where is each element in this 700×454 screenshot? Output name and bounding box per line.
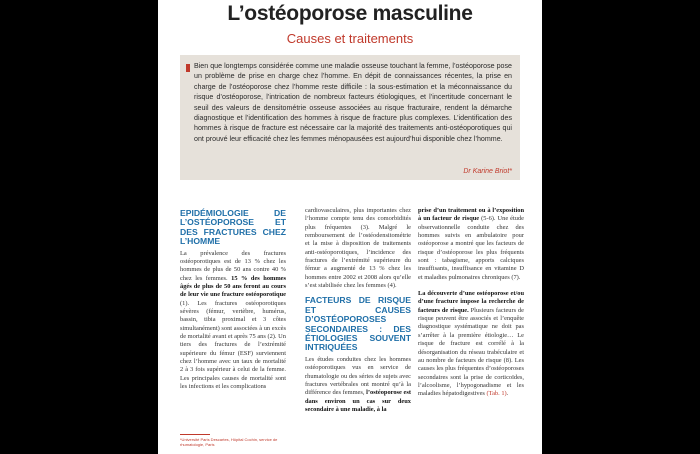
article-page <box>158 0 542 454</box>
footnote-divider <box>180 434 210 435</box>
text-run: La prévalence des fractures ostéoporotiques est de 13 % chez les hommes de plus de 50 ans contre 40 % chez les femmes. <box>180 249 286 282</box>
article-title: L’ostéoporose masculine <box>227 2 473 25</box>
text-run: . <box>506 390 509 398</box>
paragraph: cardiovasculaires, plus importantes chez l’homme compte tenu des comorbidités plus fréquentes (3). Malgré le remboursement de l’ostéodensitométrie et la mise à disposition de traitements anti-ostéoporotiques, l’incidence des fractures de l’extrémité supérieure du fémur a augmenté de 13 % chez les hommes entre 2002 et 2008 alors qu’elle s’est stabilisée chez les femmes (4). <box>305 207 411 290</box>
text-run: (1). Les fractures ostéoporotiques sévères (fémur, vertèbre, humérus, bassin, tibia proximal et 3 côtes simultanément) sont associées à un excès de mortalité avant et après 75 ans (2). Un tiers des fractures de l’extrémité supérieure du fémur (ESF) surviennent chez l’homme avec un taux de mortalité 2 à 3 fois supérieur à celui de la femme. Les principales causes de mortalité sont les infections et les complications <box>180 299 286 391</box>
bold-text-run: l’ostéoporose est dans environ un cas sur deux secondaire à une maladie, à la <box>305 389 411 413</box>
paragraph <box>418 207 524 282</box>
abstract-box <box>180 55 520 180</box>
column-1 <box>180 209 286 391</box>
section-heading-epidemiology: EPIDÉMIOLOGIE DE L’OSTÉOPOROSE ET DES FRACTURES CHEZ L’HOMME <box>180 208 286 247</box>
paragraph <box>180 250 286 392</box>
bold-text-run: 15 % des hommes âgés de plus de 50 ans feront au cours de leur vie une fracture ostéoporotique <box>180 274 286 299</box>
paragraph <box>418 290 524 398</box>
bold-text-run: La découverte d’une ostéoporose et/ou d’une fracture impose la recherche de facteurs de risque. <box>418 290 524 314</box>
column-2 <box>305 207 411 414</box>
section-heading-risk-factors: FACTEURS DE RISQUE ET CAUSES D’OSTÉOPOROSES SECONDAIRES : DES ÉTIOLOGIES SOUVENT INTRIQUÉES <box>305 295 411 353</box>
column-3 <box>418 207 524 399</box>
table-reference-link[interactable]: (Tab. 1) <box>486 390 507 398</box>
abstract-marker <box>186 64 190 72</box>
bold-text-run: prise d’un traitement ou à l’exposition à un facteur de risque <box>418 207 524 223</box>
paragraph <box>305 356 411 414</box>
author-name: Dr Karine Briot* <box>463 168 512 175</box>
text-run: (5-6). Une étude observationnelle conduite chez des hommes suivis en ambulatoire pour ostéoporose a montré que les facteurs de risque d’ostéoporose les plus fréquents sont : tabagisme, apports calciques insuffisants, insuffisance en vitamine D et maladies pulmonaires chroniques (7). <box>418 215 524 281</box>
text-run: Les études conduites chez les hommes ostéoporotiques vus en service de rhumatologie ou des séries de sujets avec fractures vertébrales ont montré qu’à la différence des femmes, <box>305 355 411 397</box>
article-subtitle: Causes et traitements <box>286 31 414 46</box>
text-run: Plusieurs facteurs de risque peuvent être associés et l’enquête diagnostique systématique ne doit pas s’arrêter à la première étiologie… Le risque de fracture est corrélé à la désorganisation du réseau trabéculaire et au nombre de facteurs de risque (8). Les causes les plus fréquentes d’ostéoporoses secondaires sont la prise de corticoïdes, l’alcoolisme, l’hypogonadisme et les maladies hépatodigestives <box>418 306 525 398</box>
footnote: *Université Paris Descartes, Hôpital Cochin, service de rhumatologie, Paris <box>180 437 278 447</box>
abstract-text: Bien que longtemps considérée comme une maladie osseuse touchant la femme, l’ostéoporose pose un problème de prise en charge chez l’homme. En dépit de connaissances récentes, la prise en charge de l’ostéoporose chez l’homme reste difficile : la sous-estimation et la méconnaissance du risque d’ostéoporose, l’intrication de nombreux facteurs étiologiques, et l’incertitude concernant le seuil des valeurs de densitométrie osseuse associées au risque fracturaire, rendent la démarche diagnostique et l’identification des hommes à risque de fracture plus complexes. L’identification des hommes à risque de fracture est nécessaire car la majorité des traitements anti-ostéoporotiques qui ont prouvé leur efficacité chez les femmes ménopausées est aujourd’hui disponible chez l’homme. <box>194 62 512 143</box>
